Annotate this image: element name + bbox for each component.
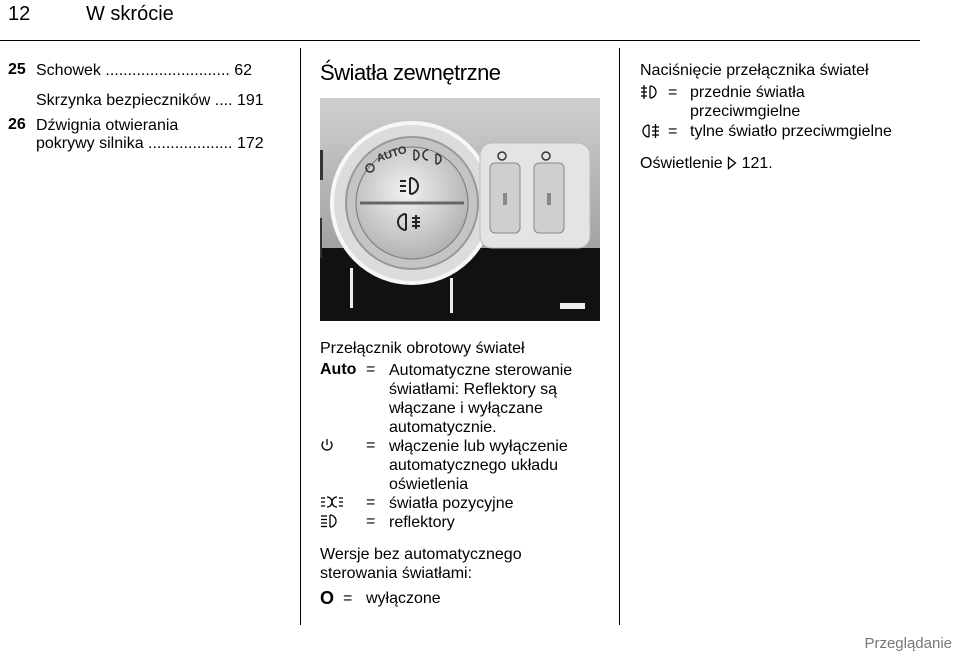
reference-text[interactable]: Oświetlenie xyxy=(640,155,723,172)
headlights-description: reflektory xyxy=(389,514,455,531)
desc-line: Automatyczne sterowanie xyxy=(389,362,573,379)
desc-line: przednie światła xyxy=(690,84,805,101)
desc-line: włączenie lub wyłączenie xyxy=(389,438,568,455)
toc-line-schowek[interactable]: Schowek ............................ 62 xyxy=(36,62,253,79)
note-line: sterowania światłami: xyxy=(320,565,473,582)
equals-sign: = xyxy=(366,494,376,511)
page-number: 12 xyxy=(8,3,31,25)
note-line: Wersje bez automatycznego xyxy=(320,546,522,563)
note-text xyxy=(320,545,522,583)
auto-description xyxy=(389,361,614,437)
reference-page[interactable]: 121. xyxy=(741,155,773,172)
desc-line: oświetlenia xyxy=(389,476,469,493)
equals-sign: = xyxy=(668,123,678,140)
light-switch-photo xyxy=(320,98,600,321)
equals-sign: = xyxy=(366,437,376,454)
toc-line-dzwignia: Dźwignia otwierania xyxy=(36,117,179,134)
equals-sign: = xyxy=(668,84,678,101)
headlights-icon xyxy=(320,513,364,532)
parking-lights-description: światła pozycyjne xyxy=(389,495,514,512)
section-title: Światła zewnętrzne xyxy=(320,60,501,85)
auto-symbol: Auto xyxy=(320,361,357,378)
reference-link[interactable] xyxy=(640,154,773,175)
desc-line: światłami: Reflektory są xyxy=(389,381,558,398)
desc-line: automatycznie. xyxy=(389,419,497,436)
rear-fog-icon xyxy=(640,123,660,144)
desc-line: włączane i wyłączane xyxy=(389,400,543,417)
parking-lights-icon xyxy=(320,494,364,513)
power-icon xyxy=(320,437,364,456)
rear-fog-description: tylne światło przeciwmgielne xyxy=(690,123,892,140)
front-fog-icon xyxy=(640,84,660,105)
footer-link[interactable]: Przeglądanie xyxy=(864,635,952,652)
chapter-title: W skrócie xyxy=(86,3,174,25)
equals-sign: = xyxy=(366,361,376,378)
equals-sign: = xyxy=(366,513,376,530)
front-fog-description xyxy=(690,83,805,121)
power-description xyxy=(389,437,614,494)
column-divider-left xyxy=(300,48,301,625)
item-number-25: 25 xyxy=(8,61,26,78)
toc-line-pokrywy[interactable]: pokrywy silnika ................... 172 xyxy=(36,135,264,152)
off-description: wyłączone xyxy=(366,590,441,607)
photo-auto-label: AUTO xyxy=(375,143,409,165)
toc-line-skrzynka[interactable]: Skrzynka bezpieczników .... 191 xyxy=(36,92,264,109)
item-number-26: 26 xyxy=(8,116,26,133)
photo-caption: Przełącznik obrotowy świateł xyxy=(320,340,525,357)
desc-line: automatycznego układu xyxy=(389,457,558,474)
desc-line: przeciwmgielne xyxy=(690,103,801,120)
right-intro: Naciśnięcie przełącznika świateł xyxy=(640,62,869,79)
column-divider-right xyxy=(619,48,620,625)
equals-sign: = xyxy=(343,590,353,607)
arrow-right-icon xyxy=(727,156,737,175)
header-rule xyxy=(0,40,920,41)
off-symbol: O xyxy=(320,588,335,608)
